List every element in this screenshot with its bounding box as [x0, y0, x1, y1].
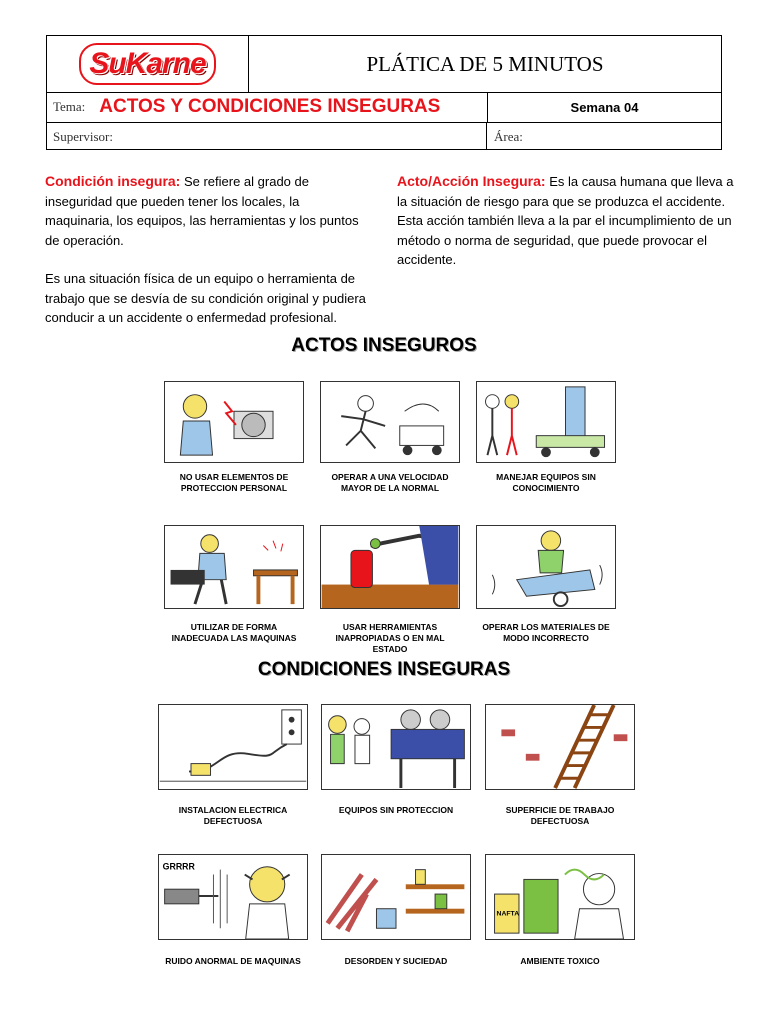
condiciones-illustration-3	[485, 704, 635, 790]
actos-illustration-3	[476, 381, 616, 463]
condiciones-illustration-1	[158, 704, 308, 790]
actos-caption-1: NO USAR ELEMENTOS DE PROTECCION PERSONAL	[179, 472, 289, 493]
actos-caption-2: OPERAR A UNA VELOCIDAD MAYOR DE LA NORMAL	[331, 472, 449, 493]
condiciones-illustration-2	[321, 704, 471, 790]
tema-cell	[47, 92, 488, 122]
tema-label: Tema:	[53, 99, 86, 114]
condiciones-section-title: CONDICIONES INSEGURAS	[257, 659, 511, 680]
condiciones-illustration-4	[158, 854, 308, 940]
actos-caption-3: MANEJAR EQUIPOS SIN CONOCIMIENTO	[496, 472, 596, 493]
actos-illustration-1	[164, 381, 304, 463]
condiciones-caption-2: EQUIPOS SIN PROTECCION	[338, 805, 454, 815]
acto-text: Es la causa humana que lleva a la situación de riesgo para que se produzca el accidente. Esta acción también lleva a la par el incumplimiento de un método o norma de seguridad, que puede provocar el accidente.	[397, 174, 734, 267]
actos-caption-6: OPERAR LOS MATERIALES DE MODO INCORRECTO	[482, 622, 610, 643]
svg-text:NAFTA: NAFTA	[496, 910, 520, 918]
actos-illustration-2	[320, 381, 460, 463]
actos-illustration-4	[164, 525, 304, 609]
actos-caption-5: USAR HERRAMIENTAS INAPROPIADAS O EN MAL ESTADO	[335, 622, 445, 654]
condiciones-illustration-5	[321, 854, 471, 940]
logo-cell	[47, 36, 249, 92]
condicion-text: Se refiere al grado de inseguridad que pueden tener los locales, la maquinaria, los equipos, las herramientas y los puntos de operación.	[45, 174, 359, 248]
tema-value: ACTOS Y CONDICIONES INSEGURAS	[99, 96, 441, 117]
condiciones-caption-6: AMBIENTE TOXICO	[520, 956, 600, 966]
actos-illustration-5	[320, 525, 460, 609]
condiciones-caption-3: SUPERFICIE DE TRABAJO DEFECTUOSA	[505, 805, 615, 826]
definition-condicion	[45, 172, 370, 347]
semana-label: Semana 04	[570, 99, 639, 115]
sukarne-logo: SuKarne	[79, 43, 215, 85]
header-row-tema	[47, 92, 721, 123]
header-row-supervisor	[47, 123, 721, 150]
condiciones-caption-5: DESORDEN Y SUCIEDAD	[344, 956, 448, 966]
supervisor-label: Supervisor:	[47, 123, 487, 150]
header-row-title	[47, 36, 721, 93]
header-table	[46, 35, 722, 150]
condicion-term: Condición insegura:	[45, 173, 181, 189]
condiciones-caption-4: RUIDO ANORMAL DE MAQUINAS	[165, 956, 301, 966]
condicion-text-2: Es una situación física de un equipo o herramienta de trabajo que se desvía de su condición original y pudiera conducir a un accidente o enfermedad profesional.	[45, 271, 366, 325]
svg-text:GRRRR: GRRRR	[162, 861, 195, 872]
document-title: PLÁTICA DE 5 MINUTOS	[366, 51, 604, 76]
actos-illustration-6	[476, 525, 616, 609]
actos-caption-4: UTILIZAR DE FORMA INADECUADA LAS MAQUINAS	[171, 622, 297, 643]
definition-acto	[397, 172, 735, 289]
condiciones-illustration-6	[485, 854, 635, 940]
actos-section-title: ACTOS INSEGUROS	[291, 335, 477, 356]
area-label: Área:	[494, 128, 523, 144]
acto-term: Acto/Acción Insegura:	[397, 173, 546, 189]
condiciones-caption-1: INSTALACION ELECTRICA DEFECTUOSA	[178, 805, 288, 826]
